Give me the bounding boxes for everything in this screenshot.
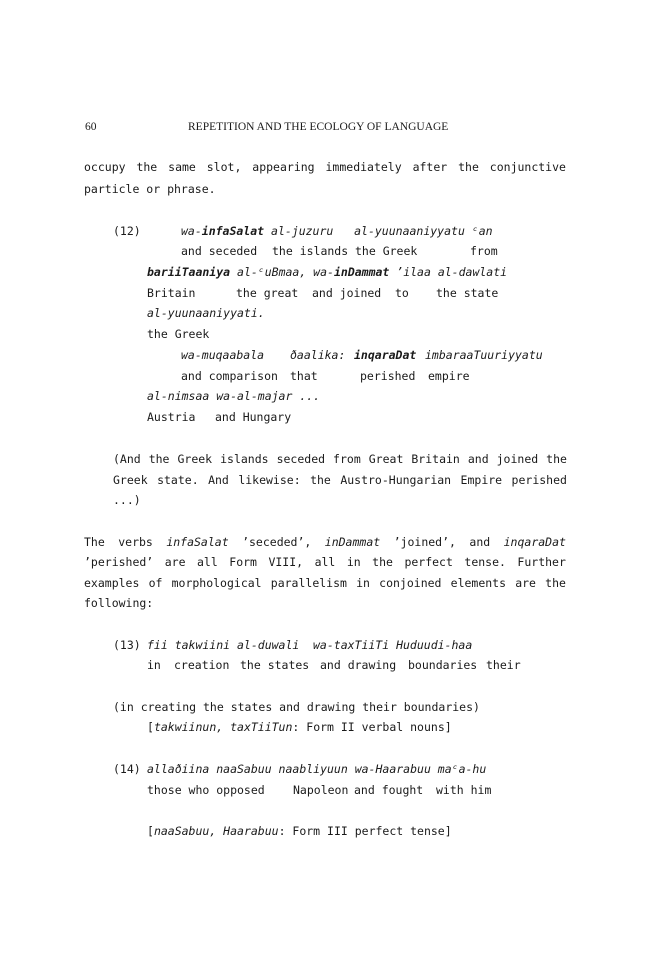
word: conjunctive — [489, 160, 566, 174]
example-12-gloss-2d: to — [395, 286, 409, 300]
word: and — [467, 452, 489, 466]
example-12-gloss-5a: Austria — [147, 410, 196, 424]
word: all — [314, 555, 336, 569]
word: after — [412, 160, 448, 174]
word: Empire — [460, 473, 503, 487]
word: likewise: — [238, 473, 301, 487]
example-12-number: (12) — [113, 224, 141, 238]
word: morphological — [171, 576, 262, 590]
example-12-line-5: al-nimsaa wa-al-majar ... — [147, 389, 321, 403]
word: in — [356, 576, 370, 590]
example-12-line-4b: ðaalika: — [290, 348, 346, 362]
example-13-note: [takwiinun, taxTiiTun: Form II verbal nouns] — [147, 720, 452, 734]
example-12-gloss-1d: from — [470, 244, 498, 258]
intro-line-1 — [84, 162, 566, 174]
word: (And — [113, 452, 141, 466]
example-13-gloss-e: boundaries — [408, 658, 478, 672]
word: parallelism — [270, 576, 347, 590]
page-number: 60 — [85, 121, 97, 133]
example-12-gloss-2a: Britain — [147, 286, 196, 300]
example-13-text-a: fii takwiini al-duwali — [147, 638, 300, 652]
example-12-translation-1 — [113, 454, 567, 466]
example-12-gloss-2c: and joined — [312, 286, 382, 300]
example-12-gloss-2e: the state — [436, 286, 499, 300]
running-title: REPETITION AND THE ECOLOGY OF LANGUAGE — [188, 121, 449, 133]
example-12-gloss-4b: that — [290, 369, 318, 383]
word: Austro-Hungarian — [340, 473, 452, 487]
example-14-gloss-d: with him — [436, 783, 492, 797]
word: appearing — [252, 160, 315, 174]
example-12-gloss-1a: and seceded — [181, 244, 258, 258]
example-12-translation-2 — [113, 475, 567, 487]
para2-line-3 — [84, 578, 566, 590]
word: conjoined — [379, 576, 442, 590]
example-12-gloss-3: the Greek — [147, 327, 210, 341]
example-14-gloss-b: Napoleon — [293, 783, 349, 797]
example-14-gloss-a: those who opposed — [147, 783, 265, 797]
example-12-gloss-5b: and Hungary — [215, 410, 292, 424]
example-13-gloss-a: in — [147, 658, 161, 672]
example-13-gloss-c: the states — [240, 658, 310, 672]
word: Further — [517, 555, 566, 569]
example-14-gloss-c: and fought — [354, 783, 424, 797]
word: immediately — [325, 160, 402, 174]
example-12-line-4a: wa-muqaabala — [181, 348, 265, 362]
example-12-gloss-1c: the Greek — [355, 244, 418, 258]
example-12-gloss-4c: perished — [360, 369, 416, 383]
word: the — [545, 576, 566, 590]
example-12-translation-3: ...) — [113, 493, 141, 507]
example-13-gloss-d: and drawing — [320, 658, 397, 672]
word: same — [168, 160, 196, 174]
word: occupy — [84, 160, 126, 174]
word: from — [333, 452, 361, 466]
example-13-gloss-b: creation — [174, 658, 230, 672]
example-12-line-4d: imbaraaTuuriyyatu — [425, 348, 543, 362]
example-13-gloss-f: their — [486, 658, 521, 672]
word: the — [310, 473, 331, 487]
example-14-number: (14) — [113, 762, 141, 776]
word: Greek — [177, 452, 213, 466]
word: the — [458, 160, 479, 174]
example-12-gloss-4d: empire — [428, 369, 470, 383]
example-13-translation: (in creating the states and drawing their boundaries) — [113, 700, 480, 714]
word: elements — [450, 576, 507, 590]
word: in — [346, 555, 361, 569]
word: all — [197, 555, 218, 569]
word: are — [164, 555, 186, 569]
word: of — [148, 576, 163, 590]
example-14-text: allaðiina naaSabuu naabliyuun wa-Haarabuu maᶜa-hu — [147, 762, 487, 776]
word: ’perished’ — [84, 555, 154, 569]
word: VIII, — [268, 555, 304, 569]
example-12-line-1: wa-infaSalat al-juzuru al-yuunaaniyyatu ᶜan — [181, 224, 493, 238]
word: are — [515, 576, 536, 590]
word: the — [372, 555, 393, 569]
example-12-gloss-2b: the great — [236, 286, 299, 300]
word: Form — [229, 555, 257, 569]
word: joined — [496, 452, 539, 466]
para2-line-4: following: — [84, 596, 154, 610]
word: the — [136, 160, 158, 174]
example-12-gloss-1b: the islands — [272, 244, 349, 258]
word: And — [208, 473, 229, 487]
example-13-text-b: wa-taxTiiTi Huduudi-haa — [313, 638, 473, 652]
word: Greek — [113, 473, 148, 487]
example-12-gloss-4a: and comparison — [181, 369, 278, 383]
word: seceded — [276, 452, 326, 466]
intro-line-2: particle or phrase. — [84, 182, 216, 196]
example-12-line-4c: inqaraDat — [354, 348, 417, 362]
word: the — [148, 452, 170, 466]
word: Britain — [411, 452, 460, 466]
word: islands — [220, 452, 269, 466]
word: slot, — [206, 160, 242, 174]
para2-line-2 — [84, 557, 566, 569]
example-13-number: (13) — [113, 638, 141, 652]
word: examples — [84, 576, 140, 590]
example-12-line-3: al-yuunaaniyyati. — [147, 306, 265, 320]
word: tense. — [464, 555, 506, 569]
word: state. — [157, 473, 199, 487]
word: Great — [368, 452, 404, 466]
word: the — [546, 452, 567, 466]
word: perfect — [404, 555, 453, 569]
example-14-note: [naaSabuu, Haarabuu: Form III perfect tense] — [147, 824, 452, 838]
word: perished — [511, 473, 567, 487]
para2-line-1: The verbs infaSalat ’seceded’, inDammat ’joined’, and inqaraDat — [84, 535, 566, 549]
example-12-line-2: bariiTaaniya al-ᶜuBmaa, wa-inDammat ’ilaa al-dawlati — [147, 265, 508, 279]
